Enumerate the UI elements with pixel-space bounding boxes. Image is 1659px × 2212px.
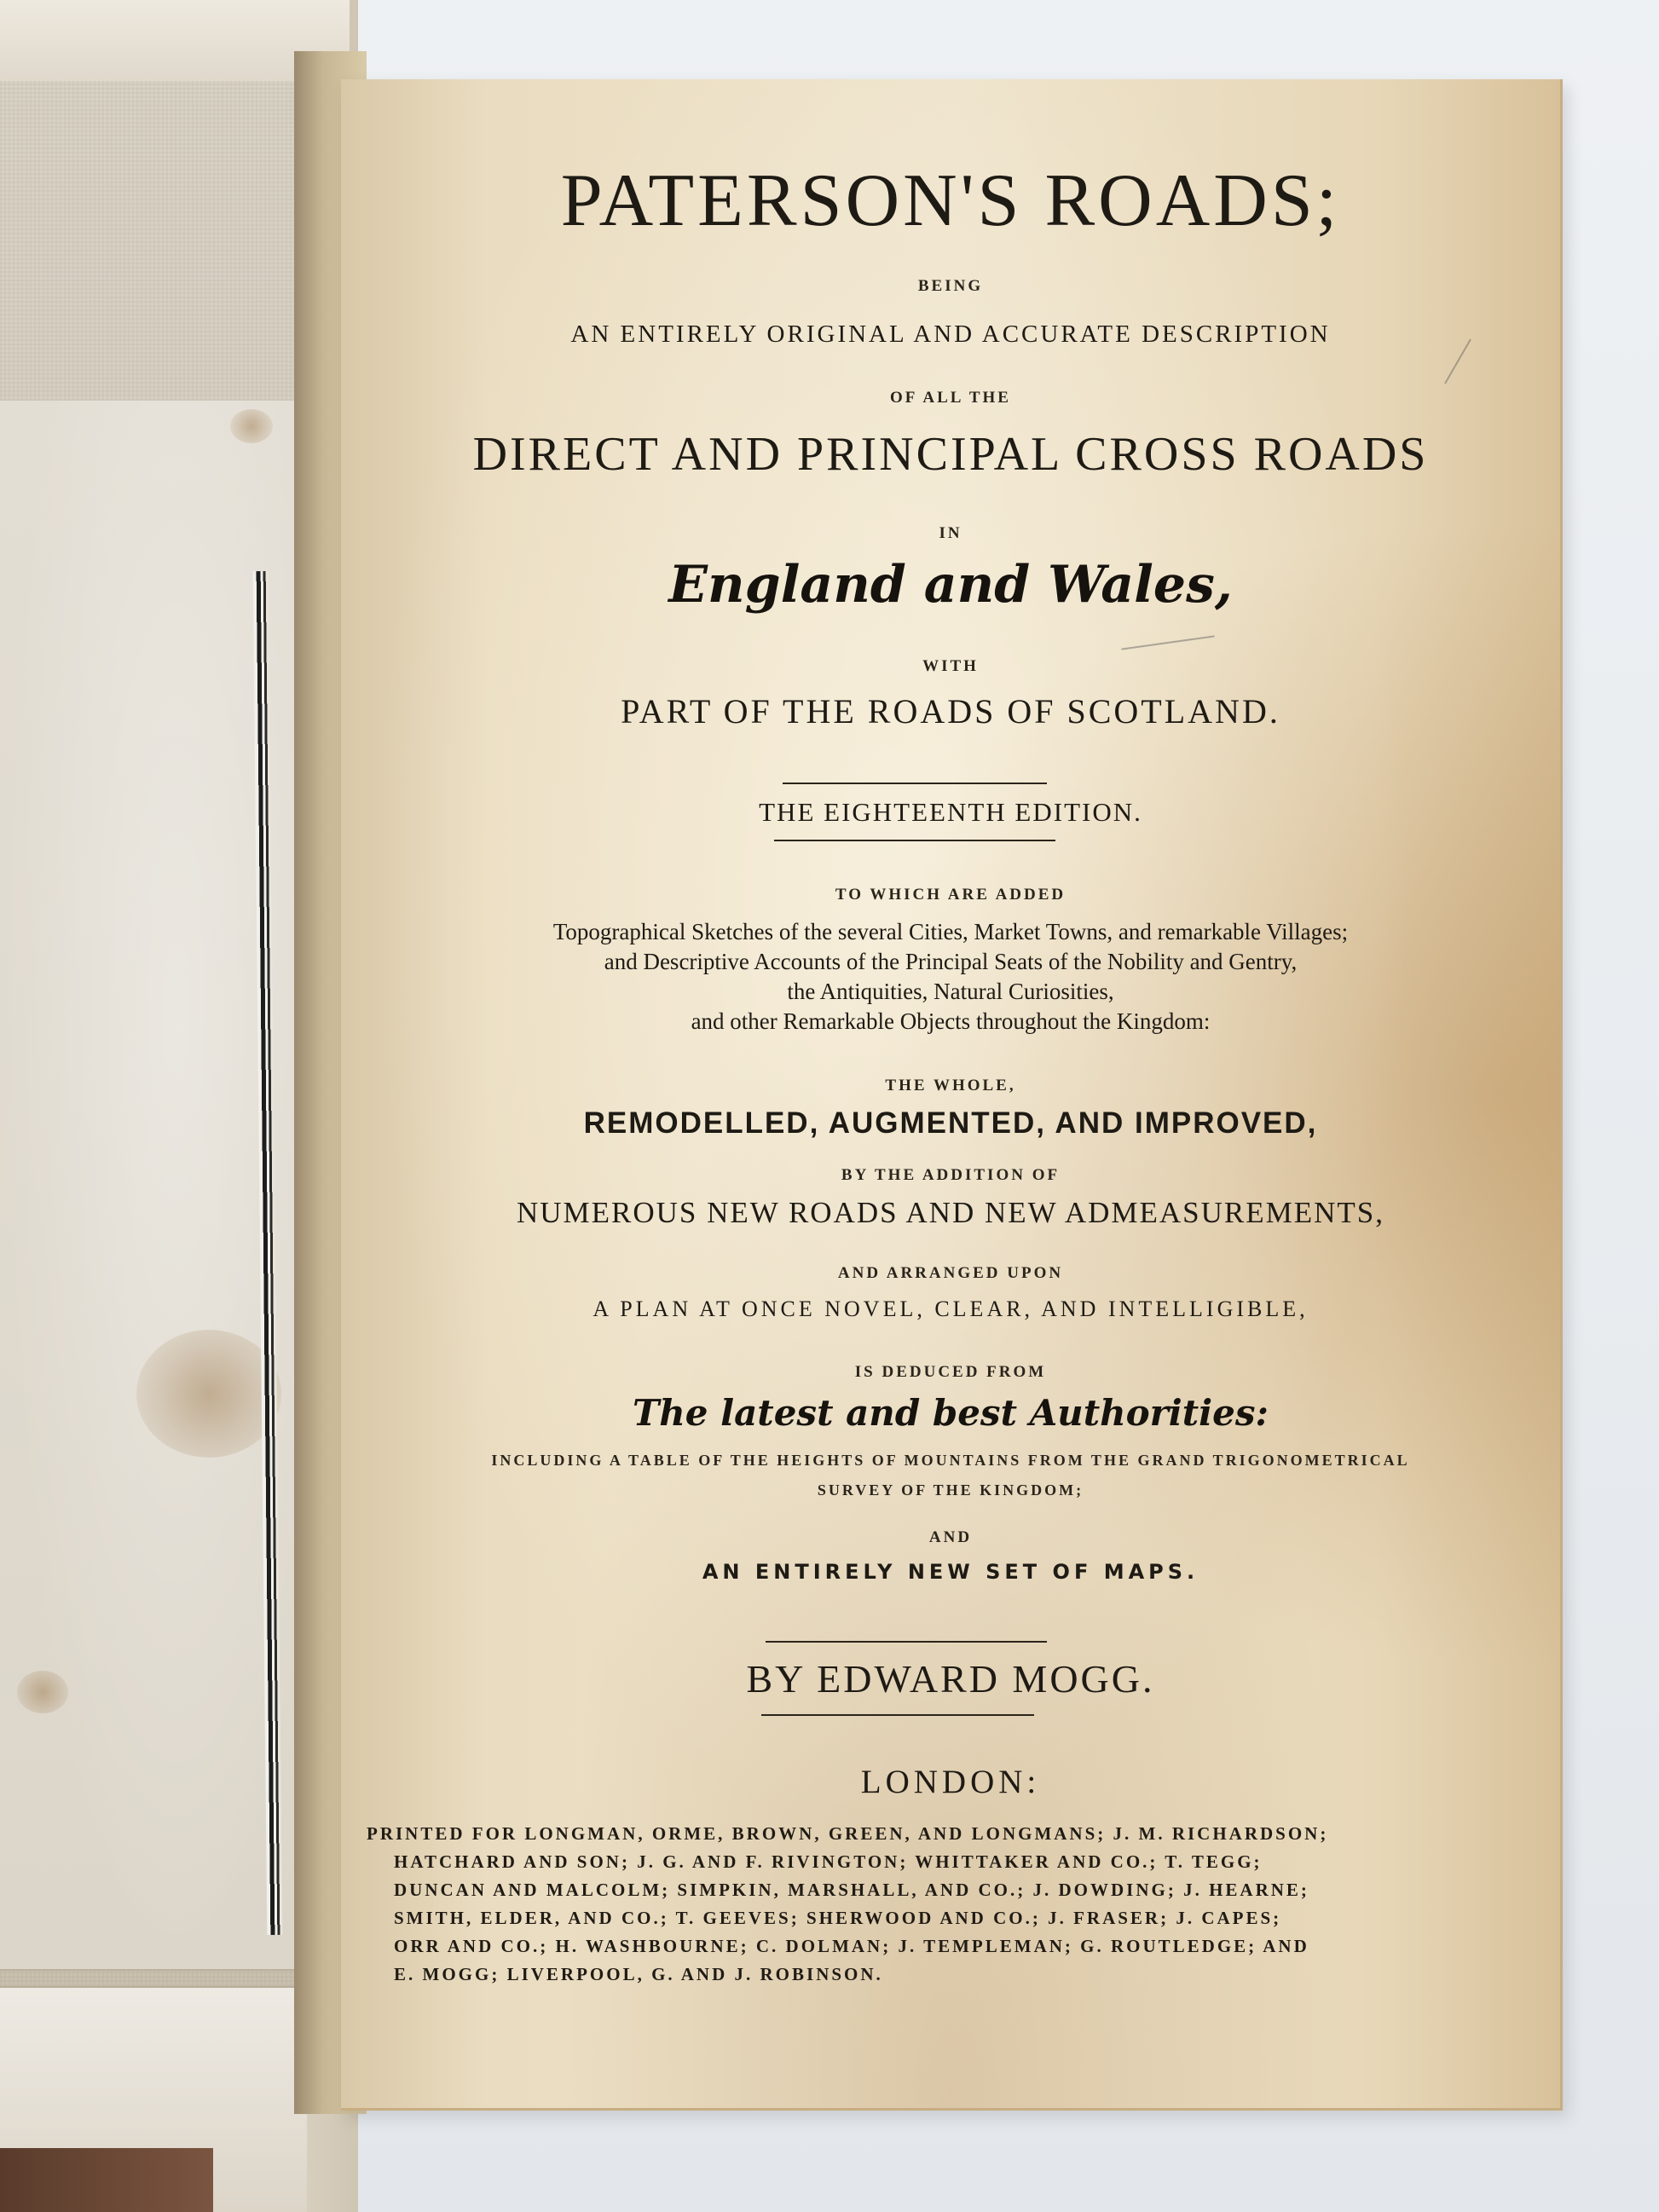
remodelled-heading: REMODELLED, AUGMENTED, AND IMPROVED, (583, 1106, 1318, 1140)
of-all-the-text: OF ALL THE (890, 389, 1011, 407)
edition-heading: THE EIGHTEENTH EDITION. (759, 797, 1142, 827)
foxing-stain (230, 409, 273, 443)
divider-rule (783, 783, 1047, 784)
pastedown-sheet (0, 401, 296, 1971)
authorities-heading: The latest and best Authorities: (633, 1392, 1269, 1434)
whole-text: THE WHOLE, (885, 1077, 1016, 1094)
pencil-mark (1121, 635, 1214, 650)
maps-line: AN ENTIRELY NEW SET OF MAPS. (702, 1560, 1199, 1584)
scotland-heading: PART OF THE ROADS OF SCOTLAND. (621, 692, 1280, 731)
sketches-line-4: and other Remarkable Objects throughout the Kingdom: (691, 1008, 1211, 1034)
printers-line-4: SMITH, ELDER, AND CO.; T. GEEVES; SHERWOOD AND CO.; J. FRASER; J. CAPES; (394, 1908, 1282, 1928)
sketches-line-1: Topographical Sketches of the several Cities, Market Towns, and remarkable Villages; (552, 919, 1349, 944)
divider-rule (761, 1714, 1034, 1716)
london-heading: LONDON: (860, 1764, 1041, 1800)
numerous-roads-heading: NUMEROUS NEW ROADS AND NEW ADMEASUREMENTS, (516, 1196, 1385, 1229)
plan-line: A PLAN AT ONCE NOVEL, CLEAR, AND INTELLIGIBLE, (592, 1297, 1309, 1321)
added-text: TO WHICH ARE ADDED (835, 886, 1066, 904)
title-page (341, 79, 1563, 2111)
sketches-line-2: and Descriptive Accounts of the Principal Seats of the Nobility and Gentry, (604, 949, 1298, 974)
deduced-text: IS DEDUCED FROM (854, 1363, 1047, 1381)
including-line-1: INCLUDING A TABLE OF THE HEIGHTS OF MOUNTAINS FROM THE GRAND TRIGONOMETRICAL (491, 1452, 1410, 1469)
sketches-line-3: the Antiquities, Natural Curiosities, (787, 979, 1114, 1004)
printers-line-3: DUNCAN AND MALCOLM; SIMPKIN, MARSHALL, AND CO.; J. DOWDING; J. HEARNE; (394, 1880, 1309, 1900)
printers-line-6: E. MOGG; LIVERPOOL, G. AND J. ROBINSON. (394, 1964, 883, 1984)
description-line: AN ENTIRELY ORIGINAL AND ACCURATE DESCRIPTION (570, 321, 1331, 348)
foxing-stain (17, 1671, 68, 1713)
direct-roads-heading: DIRECT AND PRINCIPAL CROSS ROADS (472, 428, 1429, 481)
printers-line-5: ORR AND CO.; H. WASHBOURNE; C. DOLMAN; J. TEMPLEMAN; G. ROUTLEDGE; AND (394, 1936, 1309, 1956)
divider-rule (774, 840, 1055, 841)
and-text: AND (928, 1528, 973, 1546)
including-line-2: SURVEY OF THE KINGDOM; (817, 1481, 1084, 1499)
printers-line-1: PRINTED FOR LONGMAN, ORME, BROWN, GREEN, AND LONGMANS; J. M. RICHARDSON; (367, 1823, 1329, 1844)
cover-edge (0, 2148, 213, 2212)
book-title: PATERSON'S ROADS; (560, 159, 1341, 242)
arranged-text: AND ARRANGED UPON (837, 1264, 1064, 1282)
with-text: WITH (922, 657, 979, 675)
printers-line-2: HATCHARD AND SON; J. G. AND F. RIVINGTON; WHITTAKER AND CO.; T. TEGG; (394, 1851, 1263, 1872)
addition-text: BY THE ADDITION OF (841, 1166, 1061, 1184)
in-text: IN (939, 524, 962, 542)
foxing-stain (136, 1330, 281, 1458)
divider-rule (766, 1641, 1047, 1643)
author-heading: BY EDWARD MOGG. (746, 1657, 1155, 1701)
england-wales-heading: England and Wales, (668, 555, 1233, 615)
being-text: BEING (917, 277, 984, 295)
